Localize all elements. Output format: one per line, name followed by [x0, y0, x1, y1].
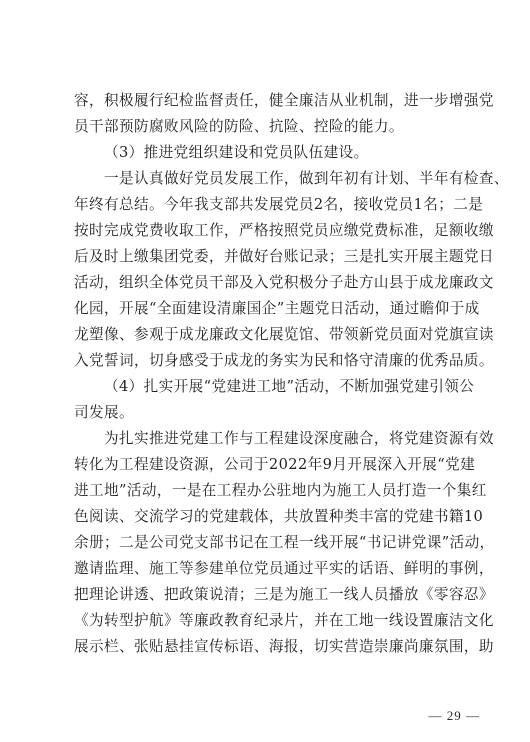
text-line: 入党誓词，切身感受于成龙的务实为民和恪守清廉的优秀品质。: [74, 352, 494, 369]
text-line: 容，积极履行纪检监督责任，健全廉洁从业机制，进一步增强党: [74, 92, 494, 109]
text-line: 邀请监理、施工等参建单位党员通过平实的话语、鲜明的事例，: [74, 560, 494, 577]
paragraph-continuation: [74, 88, 494, 140]
heading-line: （3）推进党组织建设和党员队伍建设。: [104, 144, 369, 161]
text-line: 后及时上缴集团党委，并做好台账记录；三是扎实开展主题党日: [74, 248, 494, 265]
section-heading-3: [74, 140, 468, 166]
text-line: 按时完成党费收取工作，严格按照党员应缴党费标准，足额收缴: [74, 222, 494, 239]
text-line: 年终有总结。今年我支部共发展党员2名，接收党员1名；二是: [74, 196, 484, 213]
heading-line: （4）扎实开展“党建进工地”活动，不断加强党建引领公: [104, 378, 475, 395]
text-line: 《为转型护航》等廉政教育纪录片，并在工地一线设置廉洁文化: [74, 612, 494, 629]
text-line: 色阅读、交流学习的党建载体，共放置种类丰富的党建书籍10: [74, 508, 484, 525]
text-line: 化园，开展“全面建设清廉国企”主题党日活动，通过瞻仰于成: [74, 300, 480, 317]
section-heading-4: [74, 374, 475, 426]
text-line: 龙塑像、参观于成龙廉政文化展览馆、带领新党员面对党旗宣读: [74, 326, 494, 343]
document-body: [74, 88, 509, 660]
text-line: 活动，组织全体党员干部及入党积极分子赴方山县于成龙廉政文: [74, 274, 494, 291]
text-line: 进工地”活动，一是在工程办公驻地内为施工人员打造一个集红: [74, 482, 487, 499]
text-line: 把理论讲透、把政策说清；三是为施工一线人员播放《零容忍》: [74, 586, 494, 603]
text-line: 员干部预防腐败风险的防险、抗险、控险的能力。: [74, 118, 404, 135]
page-number: — 29 —: [428, 708, 480, 723]
text-line: 为扎实推进党建工作与工程建设深度融合，将党建资源有效: [104, 430, 494, 447]
paragraph-party-on-site: [74, 426, 495, 660]
text-line: 展示栏、张贴悬挂宣传标语、海报，切实营造崇廉尚廉氛围，助: [74, 638, 494, 655]
text-line: 余册；二是公司党支部书记在工程一线开展“书记讲党课”活动，: [74, 534, 495, 551]
paragraph-party-development: [74, 166, 509, 374]
heading-line: 司发展。: [74, 404, 134, 421]
text-line: 一是认真做好党员发展工作，做到年初有计划、半年有检查、: [104, 170, 509, 187]
text-line: 转化为工程建设资源，公司于2022年9月开展深入开展“党建: [74, 456, 476, 473]
